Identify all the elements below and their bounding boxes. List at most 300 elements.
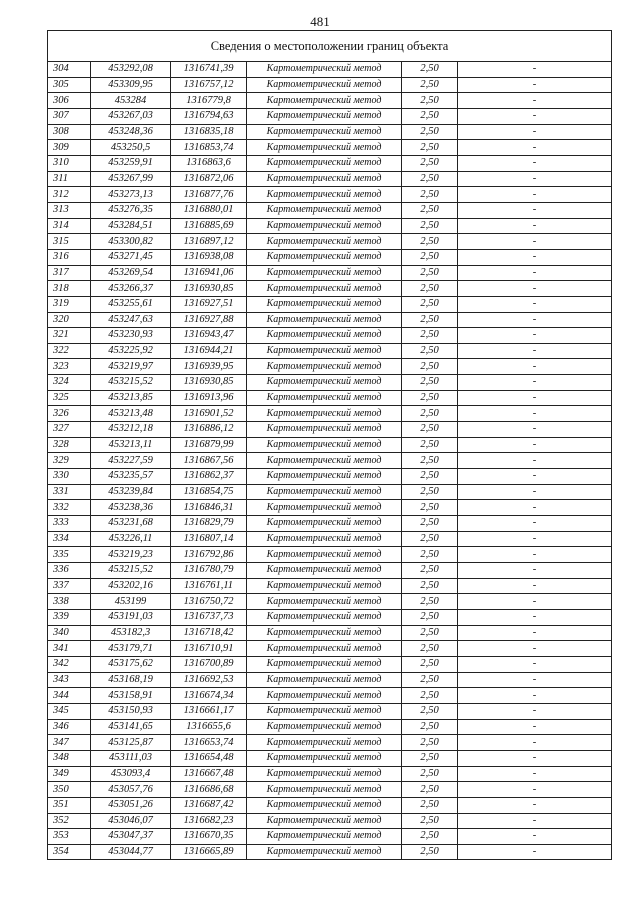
point-number-cell: 350 — [48, 782, 91, 798]
x-coordinate-cell: 453168,19 — [91, 672, 171, 688]
table-row — [48, 500, 612, 516]
table-row — [48, 829, 612, 845]
method-cell: Картометрический метод — [247, 531, 402, 547]
method-cell: Картометрический метод — [247, 735, 402, 751]
point-number-cell: 323 — [48, 359, 91, 375]
table-row — [48, 62, 612, 78]
method-cell: Картометрический метод — [247, 656, 402, 672]
y-coordinate-cell: 1316718,42 — [171, 625, 247, 641]
point-number-cell: 330 — [48, 469, 91, 485]
boundary-table — [47, 30, 612, 860]
method-cell: Картометрический метод — [247, 62, 402, 78]
point-number-cell: 342 — [48, 656, 91, 672]
point-number-cell: 339 — [48, 609, 91, 625]
x-coordinate-cell: 453057,76 — [91, 782, 171, 798]
method-cell: Картометрический метод — [247, 844, 402, 860]
method-cell: Картометрический метод — [247, 766, 402, 782]
note-cell: - — [458, 531, 612, 547]
table-row — [48, 328, 612, 344]
y-coordinate-cell: 1316862,37 — [171, 469, 247, 485]
point-number-cell: 313 — [48, 202, 91, 218]
note-cell: - — [458, 688, 612, 704]
note-cell: - — [458, 469, 612, 485]
note-cell: - — [458, 453, 612, 469]
y-coordinate-cell: 1316872,06 — [171, 171, 247, 187]
table-row — [48, 265, 612, 281]
point-number-cell: 338 — [48, 594, 91, 610]
precision-cell: 2,50 — [402, 563, 458, 579]
precision-cell: 2,50 — [402, 703, 458, 719]
table-row — [48, 656, 612, 672]
precision-cell: 2,50 — [402, 672, 458, 688]
point-number-cell: 353 — [48, 829, 91, 845]
x-coordinate-cell: 453219,97 — [91, 359, 171, 375]
table-body — [48, 31, 612, 860]
point-number-cell: 307 — [48, 108, 91, 124]
note-cell: - — [458, 62, 612, 78]
precision-cell: 2,50 — [402, 766, 458, 782]
method-cell: Картометрический метод — [247, 469, 402, 485]
point-number-cell: 325 — [48, 390, 91, 406]
x-coordinate-cell: 453284,51 — [91, 218, 171, 234]
table-row — [48, 766, 612, 782]
table-row — [48, 563, 612, 579]
precision-cell: 2,50 — [402, 296, 458, 312]
note-cell: - — [458, 641, 612, 657]
point-number-cell: 320 — [48, 312, 91, 328]
point-number-cell: 340 — [48, 625, 91, 641]
point-number-cell: 306 — [48, 93, 91, 109]
point-number-cell: 326 — [48, 406, 91, 422]
method-cell: Картометрический метод — [247, 124, 402, 140]
x-coordinate-cell: 453227,59 — [91, 453, 171, 469]
y-coordinate-cell: 1316682,23 — [171, 813, 247, 829]
table-row — [48, 77, 612, 93]
method-cell: Картометрический метод — [247, 797, 402, 813]
note-cell: - — [458, 265, 612, 281]
y-coordinate-cell: 1316829,79 — [171, 516, 247, 532]
table-row — [48, 516, 612, 532]
y-coordinate-cell: 1316655,6 — [171, 719, 247, 735]
precision-cell: 2,50 — [402, 719, 458, 735]
precision-cell: 2,50 — [402, 93, 458, 109]
point-number-cell: 335 — [48, 547, 91, 563]
x-coordinate-cell: 453292,08 — [91, 62, 171, 78]
point-number-cell: 341 — [48, 641, 91, 657]
table-row — [48, 281, 612, 297]
y-coordinate-cell: 1316792,86 — [171, 547, 247, 563]
precision-cell: 2,50 — [402, 281, 458, 297]
x-coordinate-cell: 453239,84 — [91, 484, 171, 500]
y-coordinate-cell: 1316835,18 — [171, 124, 247, 140]
method-cell: Картометрический метод — [247, 281, 402, 297]
table-row — [48, 390, 612, 406]
precision-cell: 2,50 — [402, 578, 458, 594]
y-coordinate-cell: 1316943,47 — [171, 328, 247, 344]
y-coordinate-cell: 1316885,69 — [171, 218, 247, 234]
point-number-cell: 352 — [48, 813, 91, 829]
precision-cell: 2,50 — [402, 844, 458, 860]
method-cell: Картометрический метод — [247, 829, 402, 845]
note-cell: - — [458, 343, 612, 359]
x-coordinate-cell: 453276,35 — [91, 202, 171, 218]
table-row — [48, 422, 612, 438]
precision-cell: 2,50 — [402, 171, 458, 187]
note-cell: - — [458, 719, 612, 735]
precision-cell: 2,50 — [402, 500, 458, 516]
table-row — [48, 547, 612, 563]
y-coordinate-cell: 1316846,31 — [171, 500, 247, 516]
precision-cell: 2,50 — [402, 375, 458, 391]
method-cell: Картометрический метод — [247, 265, 402, 281]
note-cell: - — [458, 500, 612, 516]
point-number-cell: 308 — [48, 124, 91, 140]
table-row — [48, 296, 612, 312]
x-coordinate-cell: 453226,11 — [91, 531, 171, 547]
x-coordinate-cell: 453247,63 — [91, 312, 171, 328]
precision-cell: 2,50 — [402, 797, 458, 813]
precision-cell: 2,50 — [402, 656, 458, 672]
y-coordinate-cell: 1316779,8 — [171, 93, 247, 109]
x-coordinate-cell: 453215,52 — [91, 375, 171, 391]
y-coordinate-cell: 1316654,48 — [171, 750, 247, 766]
table-row — [48, 844, 612, 860]
y-coordinate-cell: 1316710,91 — [171, 641, 247, 657]
x-coordinate-cell: 453213,48 — [91, 406, 171, 422]
note-cell: - — [458, 390, 612, 406]
precision-cell: 2,50 — [402, 249, 458, 265]
method-cell: Картометрический метод — [247, 782, 402, 798]
y-coordinate-cell: 1316665,89 — [171, 844, 247, 860]
x-coordinate-cell: 453125,87 — [91, 735, 171, 751]
y-coordinate-cell: 1316897,12 — [171, 234, 247, 250]
method-cell: Картометрический метод — [247, 312, 402, 328]
precision-cell: 2,50 — [402, 62, 458, 78]
x-coordinate-cell: 453046,07 — [91, 813, 171, 829]
note-cell: - — [458, 563, 612, 579]
precision-cell: 2,50 — [402, 108, 458, 124]
note-cell: - — [458, 656, 612, 672]
point-number-cell: 319 — [48, 296, 91, 312]
note-cell: - — [458, 594, 612, 610]
method-cell: Картометрический метод — [247, 594, 402, 610]
note-cell: - — [458, 516, 612, 532]
point-number-cell: 332 — [48, 500, 91, 516]
method-cell: Картометрический метод — [247, 234, 402, 250]
y-coordinate-cell: 1316807,14 — [171, 531, 247, 547]
method-cell: Картометрический метод — [247, 155, 402, 171]
y-coordinate-cell: 1316941,06 — [171, 265, 247, 281]
x-coordinate-cell: 453231,68 — [91, 516, 171, 532]
y-coordinate-cell: 1316692,53 — [171, 672, 247, 688]
note-cell: - — [458, 187, 612, 203]
note-cell: - — [458, 484, 612, 500]
x-coordinate-cell: 453044,77 — [91, 844, 171, 860]
x-coordinate-cell: 453213,85 — [91, 390, 171, 406]
note-cell: - — [458, 422, 612, 438]
precision-cell: 2,50 — [402, 234, 458, 250]
y-coordinate-cell: 1316686,68 — [171, 782, 247, 798]
point-number-cell: 333 — [48, 516, 91, 532]
point-number-cell: 314 — [48, 218, 91, 234]
table-row — [48, 234, 612, 250]
note-cell: - — [458, 93, 612, 109]
x-coordinate-cell: 453202,16 — [91, 578, 171, 594]
table-row — [48, 672, 612, 688]
x-coordinate-cell: 453182,3 — [91, 625, 171, 641]
x-coordinate-cell: 453212,18 — [91, 422, 171, 438]
method-cell: Картометрический метод — [247, 578, 402, 594]
x-coordinate-cell: 453179,71 — [91, 641, 171, 657]
x-coordinate-cell: 453300,82 — [91, 234, 171, 250]
note-cell: - — [458, 547, 612, 563]
table-row — [48, 375, 612, 391]
point-number-cell: 354 — [48, 844, 91, 860]
table-row — [48, 578, 612, 594]
x-coordinate-cell: 453255,61 — [91, 296, 171, 312]
method-cell: Картометрический метод — [247, 672, 402, 688]
table-row — [48, 594, 612, 610]
table-row — [48, 469, 612, 485]
method-cell: Картометрический метод — [247, 813, 402, 829]
y-coordinate-cell: 1316880,01 — [171, 202, 247, 218]
method-cell: Картометрический метод — [247, 437, 402, 453]
page-number: 481 — [310, 14, 330, 29]
note-cell: - — [458, 782, 612, 798]
method-cell: Картометрический метод — [247, 359, 402, 375]
point-number-cell: 336 — [48, 563, 91, 579]
precision-cell: 2,50 — [402, 594, 458, 610]
point-number-cell: 329 — [48, 453, 91, 469]
point-number-cell: 337 — [48, 578, 91, 594]
table-row — [48, 750, 612, 766]
point-number-cell: 347 — [48, 735, 91, 751]
x-coordinate-cell: 453267,99 — [91, 171, 171, 187]
point-number-cell: 304 — [48, 62, 91, 78]
point-number-cell: 311 — [48, 171, 91, 187]
table-row — [48, 108, 612, 124]
table-row — [48, 688, 612, 704]
point-number-cell: 346 — [48, 719, 91, 735]
x-coordinate-cell: 453093,4 — [91, 766, 171, 782]
note-cell: - — [458, 703, 612, 719]
y-coordinate-cell: 1316653,74 — [171, 735, 247, 751]
x-coordinate-cell: 453248,36 — [91, 124, 171, 140]
method-cell: Картометрический метод — [247, 625, 402, 641]
table-row — [48, 625, 612, 641]
point-number-cell: 348 — [48, 750, 91, 766]
y-coordinate-cell: 1316886,12 — [171, 422, 247, 438]
note-cell: - — [458, 829, 612, 845]
method-cell: Картометрический метод — [247, 453, 402, 469]
y-coordinate-cell: 1316761,11 — [171, 578, 247, 594]
precision-cell: 2,50 — [402, 140, 458, 156]
table-row — [48, 782, 612, 798]
note-cell: - — [458, 797, 612, 813]
y-coordinate-cell: 1316938,08 — [171, 249, 247, 265]
y-coordinate-cell: 1316737,73 — [171, 609, 247, 625]
precision-cell: 2,50 — [402, 312, 458, 328]
y-coordinate-cell: 1316927,88 — [171, 312, 247, 328]
table-row — [48, 703, 612, 719]
method-cell: Картометрический метод — [247, 500, 402, 516]
x-coordinate-cell: 453051,26 — [91, 797, 171, 813]
x-coordinate-cell: 453047,37 — [91, 829, 171, 845]
point-number-cell: 328 — [48, 437, 91, 453]
note-cell: - — [458, 328, 612, 344]
table-row — [48, 735, 612, 751]
precision-cell: 2,50 — [402, 390, 458, 406]
note-cell: - — [458, 813, 612, 829]
precision-cell: 2,50 — [402, 343, 458, 359]
note-cell: - — [458, 766, 612, 782]
point-number-cell: 327 — [48, 422, 91, 438]
y-coordinate-cell: 1316930,85 — [171, 281, 247, 297]
table-row — [48, 140, 612, 156]
x-coordinate-cell: 453158,91 — [91, 688, 171, 704]
method-cell: Картометрический метод — [247, 563, 402, 579]
precision-cell: 2,50 — [402, 265, 458, 281]
y-coordinate-cell: 1316687,42 — [171, 797, 247, 813]
point-number-cell: 310 — [48, 155, 91, 171]
y-coordinate-cell: 1316930,85 — [171, 375, 247, 391]
point-number-cell: 317 — [48, 265, 91, 281]
point-number-cell: 318 — [48, 281, 91, 297]
note-cell: - — [458, 108, 612, 124]
method-cell: Картометрический метод — [247, 343, 402, 359]
point-number-cell: 351 — [48, 797, 91, 813]
method-cell: Картометрический метод — [247, 296, 402, 312]
method-cell: Картометрический метод — [247, 641, 402, 657]
table-title: Сведения о местоположении границ объекта — [48, 31, 612, 62]
table-row — [48, 813, 612, 829]
method-cell: Картометрический метод — [247, 187, 402, 203]
x-coordinate-cell: 453191,03 — [91, 609, 171, 625]
table-row — [48, 437, 612, 453]
table-row — [48, 343, 612, 359]
y-coordinate-cell: 1316854,75 — [171, 484, 247, 500]
note-cell: - — [458, 296, 612, 312]
x-coordinate-cell: 453150,93 — [91, 703, 171, 719]
y-coordinate-cell: 1316757,12 — [171, 77, 247, 93]
table-row — [48, 609, 612, 625]
table-row — [48, 359, 612, 375]
x-coordinate-cell: 453175,62 — [91, 656, 171, 672]
note-cell: - — [458, 578, 612, 594]
y-coordinate-cell: 1316879,99 — [171, 437, 247, 453]
precision-cell: 2,50 — [402, 187, 458, 203]
precision-cell: 2,50 — [402, 406, 458, 422]
precision-cell: 2,50 — [402, 547, 458, 563]
point-number-cell: 343 — [48, 672, 91, 688]
y-coordinate-cell: 1316794,63 — [171, 108, 247, 124]
method-cell: Картометрический метод — [247, 390, 402, 406]
y-coordinate-cell: 1316700,89 — [171, 656, 247, 672]
note-cell: - — [458, 609, 612, 625]
x-coordinate-cell: 453111,03 — [91, 750, 171, 766]
precision-cell: 2,50 — [402, 609, 458, 625]
note-cell: - — [458, 77, 612, 93]
note-cell: - — [458, 312, 612, 328]
x-coordinate-cell: 453269,54 — [91, 265, 171, 281]
method-cell: Картометрический метод — [247, 750, 402, 766]
method-cell: Картометрический метод — [247, 140, 402, 156]
precision-cell: 2,50 — [402, 688, 458, 704]
y-coordinate-cell: 1316674,34 — [171, 688, 247, 704]
precision-cell: 2,50 — [402, 469, 458, 485]
table-row — [48, 249, 612, 265]
note-cell: - — [458, 218, 612, 234]
precision-cell: 2,50 — [402, 829, 458, 845]
point-number-cell: 322 — [48, 343, 91, 359]
x-coordinate-cell: 453271,45 — [91, 249, 171, 265]
precision-cell: 2,50 — [402, 782, 458, 798]
note-cell: - — [458, 437, 612, 453]
x-coordinate-cell: 453266,37 — [91, 281, 171, 297]
y-coordinate-cell: 1316927,51 — [171, 296, 247, 312]
x-coordinate-cell: 453259,91 — [91, 155, 171, 171]
x-coordinate-cell: 453273,13 — [91, 187, 171, 203]
precision-cell: 2,50 — [402, 516, 458, 532]
method-cell: Картометрический метод — [247, 108, 402, 124]
table-title-row — [48, 31, 612, 62]
method-cell: Картометрический метод — [247, 719, 402, 735]
y-coordinate-cell: 1316944,21 — [171, 343, 247, 359]
method-cell: Картометрический метод — [247, 93, 402, 109]
y-coordinate-cell: 1316853,74 — [171, 140, 247, 156]
y-coordinate-cell: 1316901,52 — [171, 406, 247, 422]
x-coordinate-cell: 453238,36 — [91, 500, 171, 516]
table-row — [48, 202, 612, 218]
precision-cell: 2,50 — [402, 202, 458, 218]
point-number-cell: 309 — [48, 140, 91, 156]
x-coordinate-cell: 453199 — [91, 594, 171, 610]
note-cell: - — [458, 844, 612, 860]
table-row — [48, 187, 612, 203]
note-cell: - — [458, 249, 612, 265]
y-coordinate-cell: 1316863,6 — [171, 155, 247, 171]
point-number-cell: 349 — [48, 766, 91, 782]
point-number-cell: 345 — [48, 703, 91, 719]
x-coordinate-cell: 453213,11 — [91, 437, 171, 453]
precision-cell: 2,50 — [402, 328, 458, 344]
method-cell: Картометрический метод — [247, 516, 402, 532]
note-cell: - — [458, 359, 612, 375]
y-coordinate-cell: 1316750,72 — [171, 594, 247, 610]
y-coordinate-cell: 1316867,56 — [171, 453, 247, 469]
table-row — [48, 484, 612, 500]
x-coordinate-cell: 453230,93 — [91, 328, 171, 344]
method-cell: Картометрический метод — [247, 375, 402, 391]
x-coordinate-cell: 453219,23 — [91, 547, 171, 563]
precision-cell: 2,50 — [402, 531, 458, 547]
note-cell: - — [458, 375, 612, 391]
precision-cell: 2,50 — [402, 735, 458, 751]
note-cell: - — [458, 171, 612, 187]
precision-cell: 2,50 — [402, 124, 458, 140]
note-cell: - — [458, 155, 612, 171]
precision-cell: 2,50 — [402, 359, 458, 375]
method-cell: Картометрический метод — [247, 171, 402, 187]
table-row — [48, 155, 612, 171]
point-number-cell: 324 — [48, 375, 91, 391]
note-cell: - — [458, 406, 612, 422]
method-cell: Картометрический метод — [247, 688, 402, 704]
precision-cell: 2,50 — [402, 813, 458, 829]
precision-cell: 2,50 — [402, 437, 458, 453]
method-cell: Картометрический метод — [247, 547, 402, 563]
precision-cell: 2,50 — [402, 77, 458, 93]
